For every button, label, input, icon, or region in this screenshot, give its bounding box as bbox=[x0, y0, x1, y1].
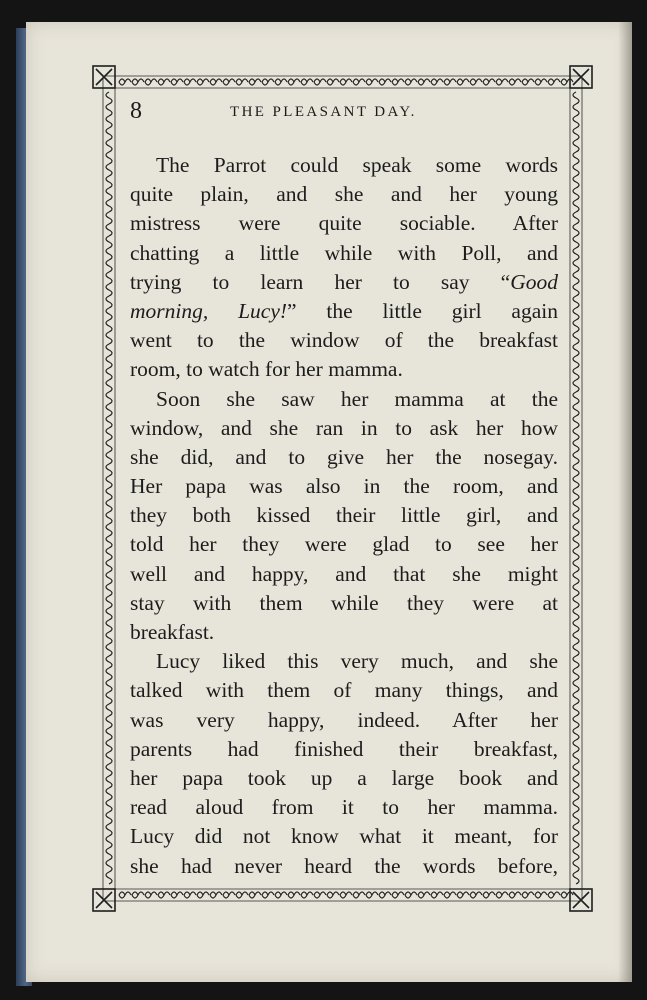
text-line: room, to watch for her mamma. bbox=[130, 357, 403, 382]
text-line bbox=[130, 297, 558, 326]
italic-text-run: Good bbox=[510, 269, 558, 294]
text-line: window, and she ran in to ask her how bbox=[130, 415, 558, 440]
text-line: she did, and to give her the nosegay. bbox=[130, 444, 558, 469]
text-line: read aloud from it to her mamma. bbox=[130, 795, 558, 820]
italic-text-run: morning, Lucy! bbox=[130, 298, 288, 323]
text-line: they both kissed their little girl, and bbox=[130, 503, 558, 528]
text-line: she had never heard the words before, bbox=[130, 853, 558, 878]
text-line: chatting a little while with Poll, and bbox=[130, 240, 558, 265]
text-line: told her they were glad to see her bbox=[130, 532, 558, 557]
running-header bbox=[130, 98, 570, 128]
text-line: Soon she saw her mamma at the bbox=[156, 386, 558, 411]
text-line: Her papa was also in the room, and bbox=[130, 474, 558, 499]
running-title: THE PLEASANT DAY. bbox=[230, 104, 417, 120]
text-line: was very happy, indeed. After her bbox=[130, 707, 558, 732]
text-line: talked with them of many things, and bbox=[130, 678, 558, 703]
text-line: her papa took up a large book and bbox=[130, 765, 558, 790]
text-run: ” the little girl again bbox=[287, 298, 558, 323]
text-line: Lucy did not know what it meant, for bbox=[130, 824, 558, 849]
text-run: trying to learn her to say “ bbox=[130, 269, 511, 294]
text-line: went to the window of the breakfast bbox=[130, 328, 558, 353]
text-line: The Parrot could speak some words bbox=[156, 153, 558, 177]
text-line: Lucy liked this very much, and she bbox=[156, 649, 558, 674]
text-line bbox=[130, 268, 558, 297]
text-line: parents had finished their breakfast, bbox=[130, 736, 558, 761]
text-line: breakfast. bbox=[130, 620, 215, 644]
text-line: mistress were quite sociable. After bbox=[130, 211, 558, 236]
text-line: well and happy, and that she might bbox=[130, 561, 558, 586]
text-line: quite plain, and she and her young bbox=[130, 182, 558, 207]
page-number: 8 bbox=[130, 98, 142, 124]
text-line: stay with them while they were at bbox=[130, 590, 558, 615]
body-text bbox=[130, 151, 558, 881]
